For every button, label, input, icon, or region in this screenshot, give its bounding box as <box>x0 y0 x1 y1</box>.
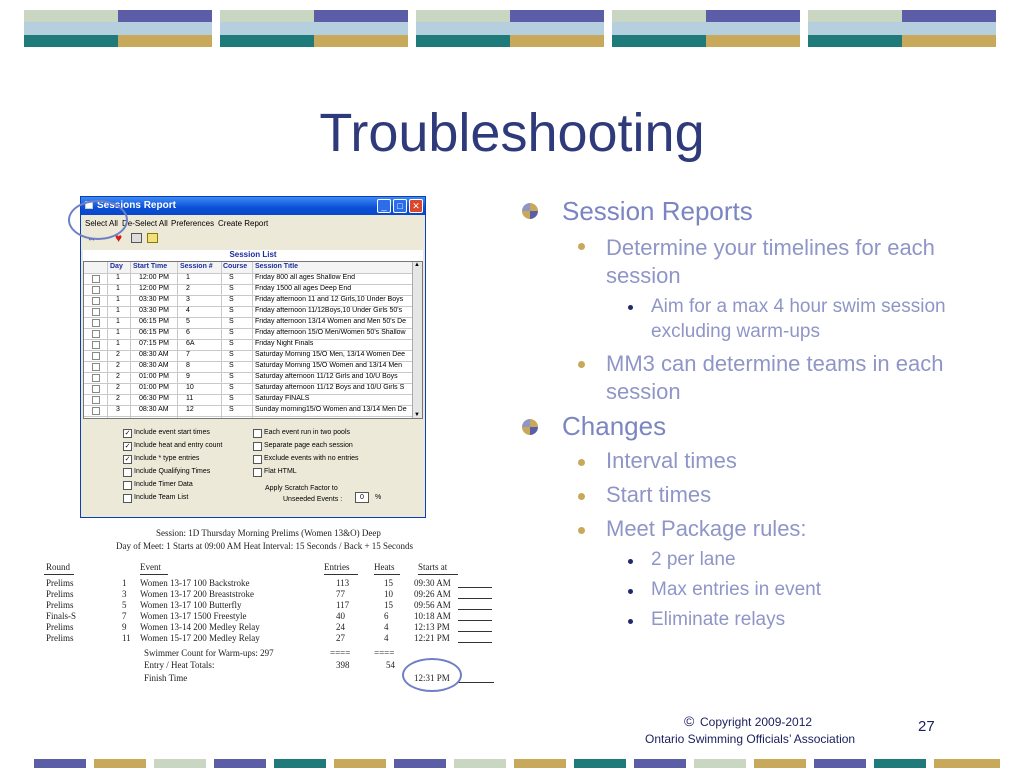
report-col-starts-at: Starts at <box>418 562 448 572</box>
cell-day: 2 <box>116 395 120 402</box>
report-event-name: Women 13-17 1500 Freestyle <box>140 611 247 621</box>
table-row[interactable] <box>84 405 422 417</box>
slide-title: Troubleshooting <box>319 103 705 163</box>
signature-line <box>458 631 492 632</box>
cell-session-number: 6A <box>186 340 195 347</box>
unchecked-box-icon[interactable] <box>123 468 132 477</box>
report-round: Prelims <box>46 578 74 588</box>
swimmer-count: Swimmer Count for Warm-ups: 297 <box>144 648 274 658</box>
option-label: Separate page each session <box>264 442 353 449</box>
bullet-max-hours: Aim for a max 4 hour swim session excluding warm-ups <box>651 296 946 342</box>
cell-start-time: 12:00 PM <box>139 274 169 281</box>
organization-name: Ontario Swimming Officials’ Association <box>645 732 856 746</box>
signature-line <box>458 587 492 588</box>
printer-icon[interactable] <box>131 233 142 243</box>
checked-box-icon[interactable]: ✓ <box>124 430 131 437</box>
cell-day: 1 <box>116 340 120 347</box>
band-block <box>416 10 604 47</box>
cell-session-number: 11 <box>186 395 194 402</box>
entries-total-rule: ==== <box>330 648 351 658</box>
totals-label: Entry / Heat Totals: <box>144 660 215 670</box>
small-dot-bullet-icon <box>628 619 633 624</box>
report-event-name: Women 15-17 200 Medley Relay <box>140 633 260 643</box>
cell-start-time: 06:15 PM <box>139 329 169 336</box>
report-col-event: Event <box>140 562 161 572</box>
option-label: Include * type entries <box>134 455 200 462</box>
session-list-scrollbar[interactable] <box>412 262 422 418</box>
small-dot-bullet-icon <box>628 589 633 594</box>
cell-session-title: Sunday morning15/O Women and 13/14 Men De <box>255 406 407 413</box>
row-checkbox[interactable] <box>92 319 100 327</box>
cell-day: 3 <box>116 406 120 413</box>
session-list-title: Session List <box>83 250 423 261</box>
cell-start-time: 03:30 PM <box>139 307 169 314</box>
total-entries: 398 <box>336 660 350 670</box>
cell-session-number: 4 <box>186 307 190 314</box>
report-heats: 15 <box>384 578 393 588</box>
cell-session-number: 3 <box>186 296 190 303</box>
unchecked-box-icon[interactable] <box>123 494 132 503</box>
col-header-session-number: Session # <box>180 263 213 270</box>
cell-session-number: 9 <box>186 373 190 380</box>
cell-session-number: 8 <box>186 362 190 369</box>
page-number: 27 <box>918 718 935 735</box>
option-label: Flat HTML <box>264 468 297 475</box>
cell-start-time: 07:15 PM <box>139 340 169 347</box>
cell-day: 1 <box>116 329 120 336</box>
report-start-time: 12:21 PM <box>414 633 450 643</box>
sessions-report-window <box>80 196 426 518</box>
cell-session-number: 7 <box>186 351 190 358</box>
cell-start-time: 08:30 AM <box>139 362 169 369</box>
row-checkbox[interactable] <box>92 341 100 349</box>
unchecked-box-icon[interactable] <box>123 481 132 490</box>
scroll-down-icon[interactable]: ▼ <box>414 412 420 418</box>
cell-start-time: 08:30 AM <box>139 351 169 358</box>
bullet-relays: Eliminate relays <box>651 609 786 630</box>
col-header-session-title: Session Title <box>255 263 299 270</box>
bullet-mm3-teams: MM3 can determine teams in each session <box>606 351 944 404</box>
cell-course: S <box>229 329 234 336</box>
row-checkbox[interactable] <box>92 352 100 360</box>
report-event-name: Women 13-17 100 Butterfly <box>140 600 242 610</box>
small-dot-bullet-icon <box>628 305 633 310</box>
checked-box-icon[interactable]: ✓ <box>124 443 131 450</box>
report-event-name: Women 13-17 100 Backstroke <box>140 578 250 588</box>
folder-icon[interactable] <box>147 233 158 243</box>
copyright-text: Copyright 2009-2012 <box>700 715 813 729</box>
band-block <box>24 10 212 47</box>
option-label: Include Team List <box>134 494 189 501</box>
minimize-icon[interactable]: _ <box>377 199 391 213</box>
cell-session-number: 1 <box>186 274 190 281</box>
signature-line <box>458 620 492 621</box>
session-list-table <box>83 261 423 419</box>
report-heats: 4 <box>384 622 389 632</box>
cell-day: 1 <box>116 296 120 303</box>
cell-course: S <box>229 362 234 369</box>
toolbar <box>81 231 425 247</box>
report-header-session: Session: 1D Thursday Morning Prelims (Women 13&O) Deep <box>156 528 381 538</box>
report-start-time: 12:13 PM <box>414 622 450 632</box>
report-event-name: Women 13-14 200 Medley Relay <box>140 622 260 632</box>
report-col-entries: Entries <box>324 562 350 572</box>
option-label: Include heat and entry count <box>134 442 223 449</box>
scratch-factor-unit: % <box>375 494 382 501</box>
cell-day: 1 <box>116 274 120 281</box>
finish-time-value: 12:31 PM <box>414 673 450 683</box>
cell-course: S <box>229 318 234 325</box>
report-entries: 77 <box>336 589 345 599</box>
cell-course: S <box>229 351 234 358</box>
cell-course: S <box>229 384 234 391</box>
signature-line <box>458 609 492 610</box>
bullet-changes: Changes <box>562 411 667 441</box>
report-col-round: Round <box>46 562 71 572</box>
col-header-start-time: Start Time <box>133 263 168 270</box>
cell-day: 2 <box>116 351 120 358</box>
arrows-icon[interactable]: ↔ <box>87 233 96 243</box>
cell-session-number: 6 <box>186 329 190 336</box>
select-all-highlight-circle <box>68 200 128 240</box>
cell-day: 2 <box>116 373 120 380</box>
report-start-time: 10:18 AM <box>414 611 451 621</box>
cell-session-number: 5 <box>186 318 190 325</box>
option-label: Include event start times <box>134 429 210 436</box>
maximize-icon[interactable]: □ <box>393 199 407 213</box>
row-checkbox[interactable] <box>92 407 100 415</box>
finish-time-label: Finish Time <box>144 673 188 683</box>
window-title: Sessions Report <box>97 200 176 211</box>
cell-start-time: 12:00 PM <box>139 285 169 292</box>
scroll-up-icon[interactable]: ▲ <box>414 262 420 268</box>
band-block <box>220 10 408 47</box>
bullet-meet-rules: Meet Package rules: <box>606 516 807 541</box>
cell-course: S <box>229 406 234 413</box>
small-dot-bullet-icon <box>628 559 633 564</box>
dot-bullet-icon <box>578 493 585 500</box>
unchecked-box-icon[interactable] <box>253 468 262 477</box>
report-start-time: 09:26 AM <box>414 589 451 599</box>
cell-session-number: 10 <box>186 384 194 391</box>
bullet-max-entries: Max entries in event <box>651 579 822 600</box>
report-heats: 4 <box>384 633 389 643</box>
heart-icon[interactable]: ♥ <box>115 231 123 245</box>
cell-session-title: Saturday afternoon 11/12 Boys and 10/U Girls S <box>255 384 405 391</box>
close-icon[interactable]: ✕ <box>409 199 423 213</box>
cell-course: S <box>229 307 234 314</box>
row-checkbox[interactable] <box>92 330 100 338</box>
unchecked-box-icon[interactable] <box>253 455 262 464</box>
dot-bullet-icon <box>578 243 585 250</box>
cell-day: 2 <box>116 362 120 369</box>
report-heats: 15 <box>384 600 393 610</box>
report-entries: 113 <box>336 578 350 588</box>
unchecked-box-icon[interactable] <box>253 442 262 451</box>
report-round: Finals-S <box>46 611 77 621</box>
cell-session-title: Friday afternoon 11/12Boys,10 Under Girls 50's <box>255 307 403 314</box>
band-block <box>612 10 800 47</box>
cell-session-title: Saturday FINALS <box>255 395 310 402</box>
row-checkbox[interactable] <box>92 308 100 316</box>
menu-bar <box>81 216 425 230</box>
cell-course: S <box>229 373 234 380</box>
band-block <box>808 10 996 47</box>
report-entries: 24 <box>336 622 345 632</box>
option-label: Each event run in two pools <box>264 429 350 436</box>
report-event-number: 7 <box>122 611 127 621</box>
cell-session-title: Friday afternoon 11 and 12 Girls,10 Under Boys <box>255 296 404 303</box>
cell-course: S <box>229 340 234 347</box>
bullet-per-lane: 2 per lane <box>651 549 736 570</box>
signature-line <box>458 642 492 643</box>
cell-start-time: 06:30 PM <box>139 395 169 402</box>
report-event-name: Women 13-17 200 Breaststroke <box>140 589 255 599</box>
cell-start-time: 06:15 PM <box>139 318 169 325</box>
row-checkbox[interactable] <box>92 396 100 404</box>
menu-select-all[interactable]: Select All <box>85 219 118 228</box>
row-checkbox[interactable] <box>92 275 100 283</box>
report-heats: 6 <box>384 611 389 621</box>
cell-start-time: 03:30 PM <box>139 296 169 303</box>
report-round: Prelims <box>46 600 74 610</box>
report-heats: 10 <box>384 589 393 599</box>
bullet-interval: Interval times <box>606 448 737 473</box>
cell-session-number: 12 <box>186 406 194 413</box>
globe-bullet-icon <box>522 419 538 435</box>
option-label: Exclude events with no entries <box>264 455 359 462</box>
report-entries: 40 <box>336 611 345 621</box>
report-options: ✓ Include event start times ✓ Include heat and entry count ✓ Include * type entries Include Qualifying Times Include Timer Data Include Team List Each event run in two pools Separate page each session Exclude events with no entries Flat HTML Apply Scratch Factor to Unseeded Events : 0 % <box>124 429 382 503</box>
col-header-course: Course <box>223 263 248 270</box>
cell-course: S <box>229 274 234 281</box>
cell-session-title: Saturday afternoon 11/12 Girls and 10/U Boys <box>255 373 398 380</box>
dot-bullet-icon <box>578 527 585 534</box>
report-start-time: 09:56 AM <box>414 600 451 610</box>
cell-session-title: Saturday Morning 15/O Men, 13/14 Women Dee <box>255 351 406 358</box>
cell-session-title: Friday 1500 all ages Deep End <box>255 285 352 292</box>
row-checkbox[interactable] <box>92 297 100 305</box>
report-round: Prelims <box>46 589 74 599</box>
option-label: Include Qualifying Times <box>134 468 211 475</box>
cell-day: 1 <box>116 318 120 325</box>
report-col-heats: Heats <box>374 562 395 572</box>
cell-start-time: 01:00 PM <box>139 384 169 391</box>
bullet-session-reports: Session Reports <box>562 196 753 226</box>
cell-course: S <box>229 395 234 402</box>
cell-session-title: Friday afternoon 13/14 Women and Men 50's De <box>255 318 407 325</box>
option-label: Include Timer Data <box>134 481 193 488</box>
report-event-number: 11 <box>122 633 131 643</box>
report-entries: 117 <box>336 600 350 610</box>
menu-deselect-all[interactable]: De-Select All <box>122 219 168 228</box>
row-checkbox[interactable] <box>92 374 100 382</box>
dot-bullet-icon <box>578 361 585 368</box>
cell-day: 1 <box>116 285 120 292</box>
report-round: Prelims <box>46 622 74 632</box>
report-event-number: 3 <box>122 589 127 599</box>
cell-start-time: 08:30 AM <box>139 406 169 413</box>
bottom-decorative-band <box>34 759 1000 768</box>
globe-bullet-icon <box>522 203 538 219</box>
report-event-number: 9 <box>122 622 127 632</box>
report-start-time: 09:30 AM <box>414 578 451 588</box>
cell-session-title: Friday 800 all ages Shallow End <box>255 274 356 281</box>
total-heats: 54 <box>386 660 395 670</box>
row-checkbox[interactable] <box>92 286 100 294</box>
row-checkbox[interactable] <box>92 385 100 393</box>
report-event-number: 1 <box>122 578 127 588</box>
report-event-number: 5 <box>122 600 127 610</box>
window-titlebar <box>81 197 425 215</box>
cell-session-title: Friday afternoon 15/O Men/Women 50's Shallow <box>255 329 406 336</box>
col-header-day: Day <box>110 263 123 270</box>
bullet-timelines: Determine your timelines for each session <box>606 235 935 288</box>
cell-session-title: Saturday Morning 15/O Women and 13/14 Men <box>255 362 402 369</box>
menu-create-report[interactable]: Create Report <box>218 219 269 228</box>
cell-course: S <box>229 296 234 303</box>
cell-day: 2 <box>116 384 120 391</box>
report-round: Prelims <box>46 633 74 643</box>
cell-session-number: 2 <box>186 285 190 292</box>
dot-bullet-icon <box>578 459 585 466</box>
checked-box-icon[interactable]: ✓ <box>124 456 131 463</box>
top-decorative-band <box>24 10 1000 47</box>
signature-line <box>458 598 492 599</box>
cell-session-title: Friday Night Finals <box>255 340 314 347</box>
scratch-factor-input[interactable]: 0 <box>355 492 369 503</box>
row-checkbox[interactable] <box>92 363 100 371</box>
cell-start-time: 01:00 PM <box>139 373 169 380</box>
menu-preferences[interactable]: Preferences <box>171 219 215 228</box>
bullet-start: Start times <box>606 482 712 507</box>
report-entries: 27 <box>336 633 345 643</box>
unchecked-box-icon[interactable] <box>253 429 262 438</box>
cell-course: S <box>229 285 234 292</box>
heats-total-rule: ==== <box>374 648 395 658</box>
report-header-day: Day of Meet: 1 Starts at 09:00 AM Heat Interval: 15 Seconds / Back + 15 Seconds <box>116 541 414 551</box>
cell-day: 1 <box>116 307 120 314</box>
copyright-icon: © <box>684 713 695 729</box>
finish-time-highlight-circle <box>402 658 462 692</box>
